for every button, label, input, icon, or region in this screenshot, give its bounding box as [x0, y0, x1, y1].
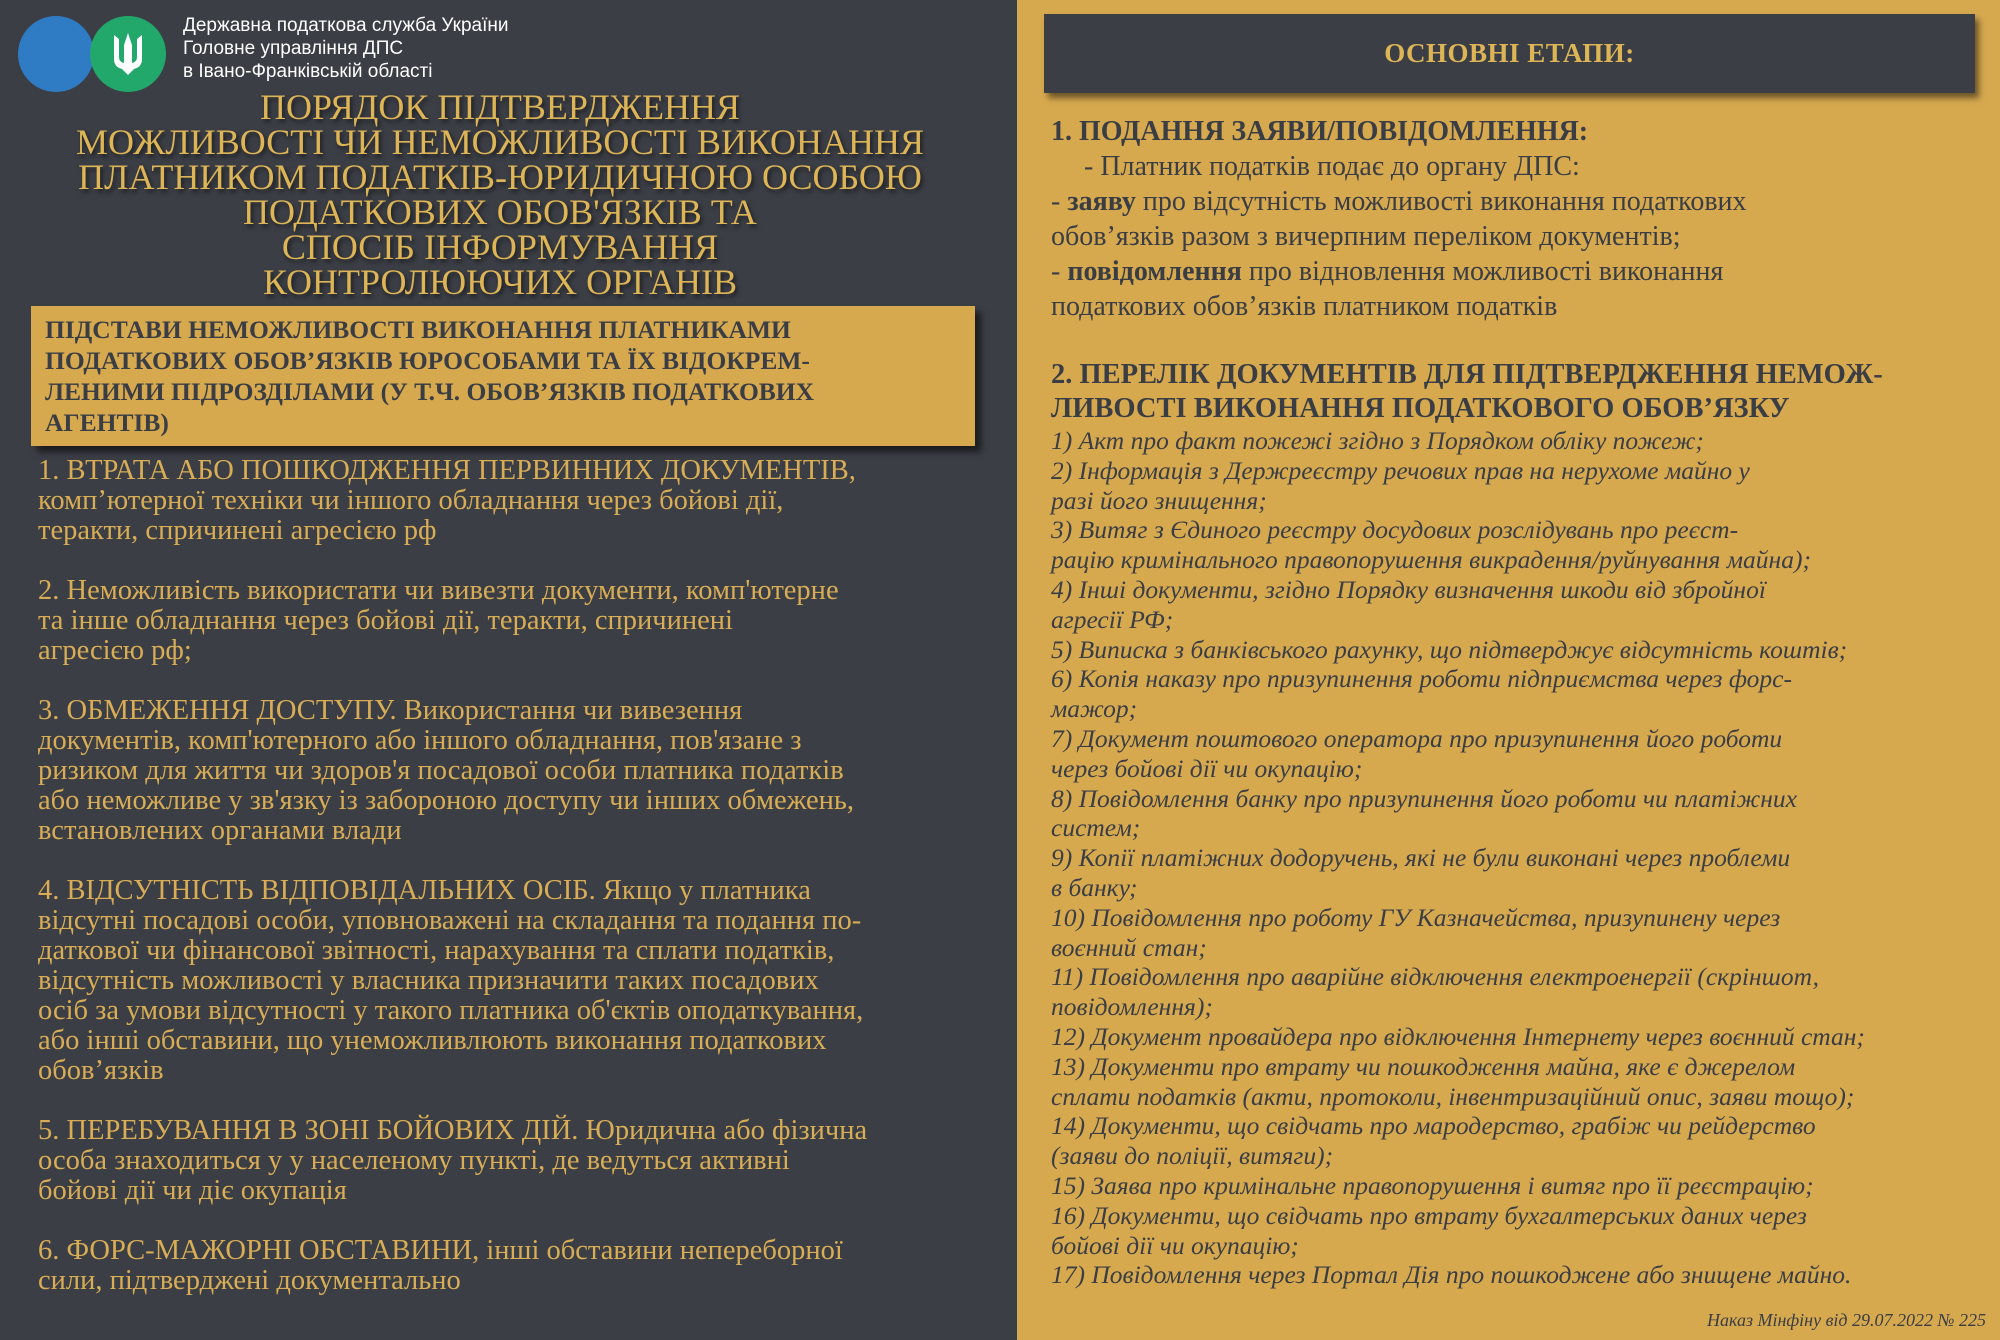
grounds-heading-line: ЛЕНИМИ ПІДРОЗДІЛАМИ (У Т.Ч. ОБОВ’ЯЗКІВ ПОДАТКОВИХ	[45, 377, 815, 406]
reason-line: обов’язків	[38, 1055, 164, 1086]
reason-line: особа знаходиться у у населеному пункті, де ведуться активні	[38, 1145, 790, 1176]
document-line: мажор;	[1051, 694, 1138, 724]
logos	[18, 16, 168, 92]
grounds-heading	[31, 306, 975, 446]
reason-line: осіб за умови відсутності у такого платника об'єктів оподаткування,	[38, 995, 864, 1026]
step1-intro: - Платник податків подає до органу ДПС:	[1084, 151, 1580, 182]
document-line: 4) Інші документи, згідно Порядку визначення шкоди від збройної	[1051, 574, 1766, 604]
step2-section	[1051, 358, 1991, 1290]
reason-item	[38, 1236, 1008, 1296]
reason-line: 1. ВТРАТА АБО ПОШКОДЖЕННЯ ПЕРВИННИХ ДОКУМЕНТІВ,	[38, 455, 856, 486]
document-line: 2) Інформація з Держреєстру речових прав на нерухоме майно у	[1051, 455, 1750, 485]
reason-line: комп’ютерної техніки чи іншого обладнання через бойові дії,	[38, 485, 784, 516]
reason-item	[38, 456, 1008, 546]
document-line: воєнний стан;	[1051, 932, 1207, 962]
item-prefix: -	[1051, 256, 1068, 287]
reasons-list	[38, 456, 1008, 1326]
reason-line: сили, підтверджені документально	[38, 1265, 461, 1296]
document-line: сплати податків (акти, протоколи, інвентризаційний опис, заяви тощо);	[1051, 1081, 1855, 1111]
document-line: 16) Документи, що свідчать про втрату бухгалтерських даних через	[1051, 1200, 1807, 1230]
document-line: 11) Повідомлення про аварійне відключення електроенергії (скріншот,	[1051, 962, 1820, 992]
stages-title: ОСНОВНІ ЕТАПИ:	[1044, 14, 1975, 93]
reason-line: 2. Неможливість використати чи вивезти документи, комп'ютерне	[38, 575, 839, 606]
footnote: Наказ Мінфіну від 29.07.2022 № 225	[1706, 1310, 1986, 1330]
org-line: Державна податкова служба України	[183, 15, 509, 36]
step2-heading-line: ЛИВОСТІ ВИКОНАННЯ ПОДАТКОВОГО ОБОВ’ЯЗКУ	[1051, 393, 1790, 424]
document-line: 7) Документ поштового оператора про призупинення його роботи	[1051, 723, 1783, 753]
document-line: агресії РФ;	[1051, 604, 1174, 634]
org-line: Головне управління ДПС	[183, 38, 404, 59]
reason-line: 6. ФОРС-МАЖОРНІ ОБСТАВИНИ, інші обставини непереборної	[38, 1235, 843, 1266]
reason-item	[38, 876, 1008, 1086]
org-line: в Івано-Франківській області	[183, 61, 433, 82]
document-line: 8) Повідомлення банку про призупинення його роботи чи платіжних	[1051, 783, 1797, 813]
document-line: 10) Повідомлення про роботу ГУ Казначейства, призупинену через	[1051, 902, 1781, 932]
document-line: систем;	[1051, 813, 1141, 843]
document-line: 15) Заява про кримінальне правопорушення і витяг про її реєстрацію;	[1051, 1170, 1814, 1200]
reason-item	[38, 696, 1008, 846]
reason-line: відсутність можливості у власника призначити таких посадових	[38, 965, 819, 996]
item-rest: про відсутність можливості виконання податкових	[1135, 186, 1747, 217]
title-line: КОНТРОЛЮЮЧИХ ОРГАНІВ	[262, 262, 738, 302]
reason-line: встановлених органами влади	[38, 815, 402, 846]
step1-heading: 1. ПОДАННЯ ЗАЯВИ/ПОВІДОМЛЕННЯ:	[1051, 116, 1589, 147]
item-prefix: -	[1051, 186, 1068, 217]
reason-line: документів, комп'ютерного або іншого обладнання, пов'язане з	[38, 725, 802, 756]
document-line: разі його знищення;	[1051, 485, 1267, 515]
reason-item	[38, 1116, 1008, 1206]
document-line: 12) Документ провайдера про відключення Інтернету через воєнний стан;	[1051, 1021, 1865, 1051]
title-line: ПОДАТКОВИХ ОБОВ'ЯЗКІВ ТА	[243, 192, 757, 232]
document-line: 9) Копії платіжних додоручень, які не були виконані через проблеми	[1051, 843, 1791, 873]
reason-line: відсутні посадові особи, уповноважені на складання та подання по-	[38, 905, 862, 936]
document-line: через бойові дії чи окупацію;	[1051, 753, 1363, 783]
documents-list	[1051, 426, 1991, 1290]
document-line: повідомлення);	[1051, 992, 1213, 1022]
reason-line: даткової чи фінансової звітності, нарахування та сплати податків,	[38, 935, 835, 966]
reason-line: 4. ВІДСУТНІСТЬ ВІДПОВІДАЛЬНИХ ОСІБ. Якщо у платника	[38, 875, 811, 906]
reason-line: теракти, спричинені агресією рф	[38, 515, 437, 546]
page-title	[40, 87, 960, 302]
blue-circle-logo-icon	[18, 16, 94, 92]
reason-line: агресією рф;	[38, 635, 192, 666]
document-line: 5) Виписка з банківського рахунку, що підтверджує відсутність коштів;	[1051, 634, 1848, 664]
trident-icon	[90, 16, 166, 92]
title-line: ПОРЯДОК ПІДТВЕРДЖЕННЯ	[260, 87, 740, 127]
document-line: 13) Документи про втрату чи пошкодження майна, яке є джерелом	[1051, 1051, 1796, 1081]
reason-line: бойові дії чи діє окупація	[38, 1175, 347, 1206]
reason-line: ризиком для життя чи здоров'я посадової особи платника податків	[38, 755, 844, 786]
title-line: ПЛАТНИКОМ ПОДАТКІВ-ЮРИДИЧНОЮ ОСОБОЮ	[78, 157, 922, 197]
grounds-heading-line: ПОДАТКОВИХ ОБОВ’ЯЗКІВ ЮРОСОБАМИ ТА ЇХ ВІДОКРЕМ-	[45, 346, 810, 375]
step1-section	[1051, 114, 1981, 324]
step1-item-application	[1051, 184, 1981, 219]
document-line: 1) Акт про факт пожежі згідно з Порядком обліку пожеж;	[1051, 426, 1704, 455]
grounds-heading-line: АГЕНТІВ)	[45, 408, 169, 437]
reason-line: 3. ОБМЕЖЕННЯ ДОСТУПУ. Використання чи вивезення	[38, 695, 743, 726]
document-line: 6) Копія наказу про призупинення роботи підприємства через форс-	[1051, 664, 1792, 694]
right-panel	[1017, 0, 2000, 1340]
reason-item	[38, 576, 1008, 666]
step1-item-notification	[1051, 254, 1981, 289]
title-line: СПОСІБ ІНФОРМУВАННЯ	[281, 227, 719, 267]
item-bold: заяву	[1067, 186, 1136, 217]
step1-item-application-line2: обов’язків разом з вичерпним переліком документів;	[1051, 221, 1681, 252]
reason-line: або неможливе у зв'язку із забороною доступу чи інших обмежень,	[38, 785, 855, 816]
reason-line: 5. ПЕРЕБУВАННЯ В ЗОНІ БОЙОВИХ ДІЙ. Юридична або фізична	[38, 1115, 868, 1146]
item-rest: про відновлення можливості виконання	[1241, 256, 1724, 287]
title-line: МОЖЛИВОСТІ ЧИ НЕМОЖЛИВОСТІ ВИКОНАННЯ	[76, 122, 924, 162]
step2-heading-line: 2. ПЕРЕЛІК ДОКУМЕНТІВ ДЛЯ ПІДТВЕРДЖЕННЯ НЕМОЖ-	[1051, 359, 1883, 390]
document-line: 17) Повідомлення через Портал Дія про пошкоджене або знищене майно.	[1051, 1260, 1852, 1290]
reason-line: або інші обставини, що унеможливлюють виконання податкових	[38, 1025, 827, 1056]
grounds-heading-line: ПІДСТАВИ НЕМОЖЛИВОСТІ ВИКОНАННЯ ПЛАТНИКАМИ	[45, 315, 791, 344]
item-bold: повідомлення	[1067, 256, 1242, 287]
document-line: 3) Витяг з Єдиного реєстру досудових розслідувань про реєст-	[1051, 515, 1739, 545]
org-name	[183, 14, 508, 83]
document-line: бойові дії чи окупацію;	[1051, 1230, 1299, 1260]
reason-line: та інше обладнання через бойові дії, теракти, спричинені	[38, 605, 733, 636]
document-line: рацію кримінального правопорушення викрадення/руйнування майна);	[1051, 545, 1811, 575]
document-line: 14) Документи, що свідчать про мародерство, грабіж чи рейдерство	[1051, 1111, 1816, 1141]
document-line: (заяви до поліції, витяги);	[1051, 1141, 1334, 1171]
step1-item-notification-line2: податкових обов’язків платником податків	[1051, 291, 1558, 322]
document-line: в банку;	[1051, 872, 1138, 902]
